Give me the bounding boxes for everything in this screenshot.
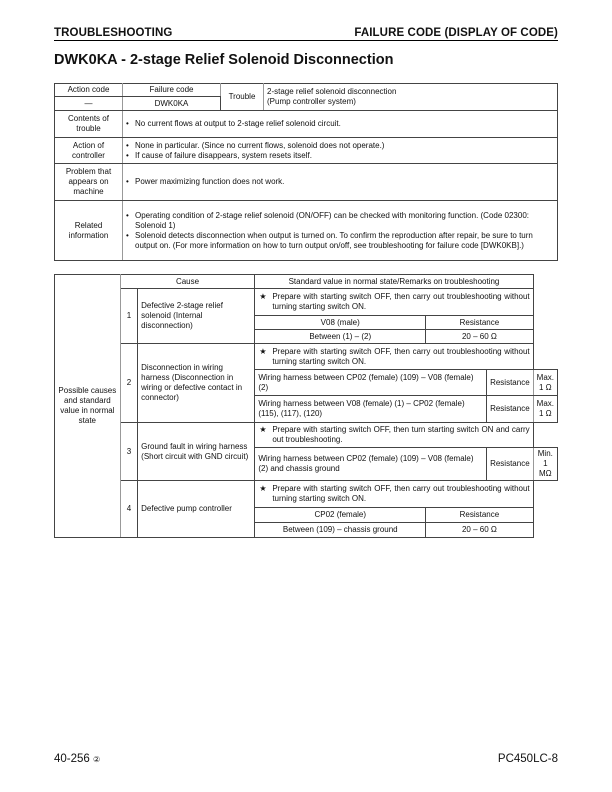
connector-header: V08 (male) bbox=[255, 316, 426, 330]
trouble-description: 2-stage relief solenoid disconnection (Pump controller system) bbox=[264, 84, 558, 111]
section-header-left: TROUBLESHOOTING bbox=[54, 27, 173, 39]
troubleshooting-note: ★ Prepare with starting switch OFF, then turn starting switch ON and carry out troubleshooting. bbox=[255, 423, 533, 448]
star-icon: ★ bbox=[259, 484, 267, 493]
star-icon: ★ bbox=[259, 346, 267, 356]
cause-description: Defective 2-stage relief solenoid (Internal disconnection) bbox=[138, 289, 255, 344]
standard-value: 20 – 60 Ω bbox=[426, 523, 534, 538]
measurement-type: Resistance bbox=[487, 370, 534, 396]
possible-causes-label: Possible causes and standard value in normal state bbox=[55, 275, 121, 538]
row-content: • None in particular. (Since no current flows, solenoid does not operate.) • If cause of failure disappears, system resets itself. bbox=[123, 138, 558, 164]
standard-value: Max. 1 Ω bbox=[533, 396, 557, 423]
measurement-point: Between (109) – chassis ground bbox=[255, 523, 426, 538]
troubleshooting-note: ★ Prepare with starting switch OFF, then carry out troubleshooting without turning starting switch ON. bbox=[255, 344, 533, 370]
connector-header: CP02 (female) bbox=[255, 508, 426, 523]
measurement-header: Resistance bbox=[426, 316, 534, 330]
row-content: • Power maximizing function does not work. bbox=[123, 164, 558, 201]
star-icon: ★ bbox=[259, 425, 267, 434]
cause-number: 3 bbox=[120, 423, 137, 481]
row-label: Related information bbox=[55, 201, 123, 261]
troubleshooting-note: ★ Prepare with starting switch OFF, then carry out troubleshooting without turning starting switch ON. bbox=[255, 481, 533, 508]
cause-number: 1 bbox=[120, 289, 137, 344]
cause-number: 4 bbox=[120, 481, 137, 538]
cause-description: Ground fault in wiring harness (Short circuit with GND circuit) bbox=[138, 423, 255, 481]
failure-info-table bbox=[54, 83, 558, 261]
cause-description: Disconnection in wiring harness (Disconnection in wiring or defective contact in connector) bbox=[138, 344, 255, 423]
page-number: 40-256 ② bbox=[54, 753, 101, 765]
cause-header: Cause bbox=[120, 275, 255, 289]
measurement-point: Wiring harness between CP02 (female) (109) – V08 (female) (2) and chassis ground bbox=[255, 448, 487, 481]
row-content: • No current flows at output to 2-stage relief solenoid circuit. bbox=[123, 111, 558, 138]
row-label: Problem that appears on machine bbox=[55, 164, 123, 201]
revision-mark-icon: ② bbox=[93, 755, 101, 764]
row-label: Action of controller bbox=[55, 138, 123, 164]
possible-causes-table bbox=[54, 274, 558, 538]
standard-value: Max. 1 Ω bbox=[533, 370, 557, 396]
page-title: DWK0KA - 2-stage Relief Solenoid Disconnection bbox=[54, 52, 394, 68]
measurement-point: Wiring harness between V08 (female) (1) – CP02 (female) (115), (117), (120) bbox=[255, 396, 487, 423]
standard-value: 20 – 60 Ω bbox=[426, 330, 534, 344]
standard-value-header: Standard value in normal state/Remarks on troubleshooting bbox=[255, 275, 533, 289]
action-code-value: — bbox=[55, 97, 123, 111]
measurement-point: Between (1) – (2) bbox=[255, 330, 426, 344]
troubleshooting-note: ★ Prepare with starting switch OFF, then carry out troubleshooting without turning starting switch ON. bbox=[255, 289, 533, 316]
trouble-label: Trouble bbox=[221, 84, 264, 111]
measurement-type: Resistance bbox=[487, 396, 534, 423]
row-content: • Operating condition of 2-stage relief solenoid (ON/OFF) can be checked with monitoring function. (Code 02300: Solenoid 1) • Solenoid detects disconnection when output is turned on. To confirm the reproduction after repair, be sure to turn output on. (For more information on how to turn output on/off, see troubleshooting for failure code [DWK0KB].) bbox=[123, 201, 558, 261]
measurement-header: Resistance bbox=[426, 508, 534, 523]
measurement-point: Wiring harness between CP02 (female) (109) – V08 (female) (2) bbox=[255, 370, 487, 396]
action-code-label: Action code bbox=[55, 84, 123, 97]
standard-value: Min. 1 MΩ bbox=[533, 448, 557, 481]
section-header-right: FAILURE CODE (DISPLAY OF CODE) bbox=[354, 27, 558, 39]
cause-description: Defective pump controller bbox=[138, 481, 255, 538]
failure-code-label: Failure code bbox=[123, 84, 221, 97]
star-icon: ★ bbox=[259, 292, 267, 301]
header-rule bbox=[54, 40, 558, 41]
measurement-type: Resistance bbox=[487, 448, 534, 481]
cause-number: 2 bbox=[120, 344, 137, 423]
model-name: PC450LC-8 bbox=[497, 753, 558, 765]
row-label: Contents of trouble bbox=[55, 111, 123, 138]
failure-code-value: DWK0KA bbox=[123, 97, 221, 111]
